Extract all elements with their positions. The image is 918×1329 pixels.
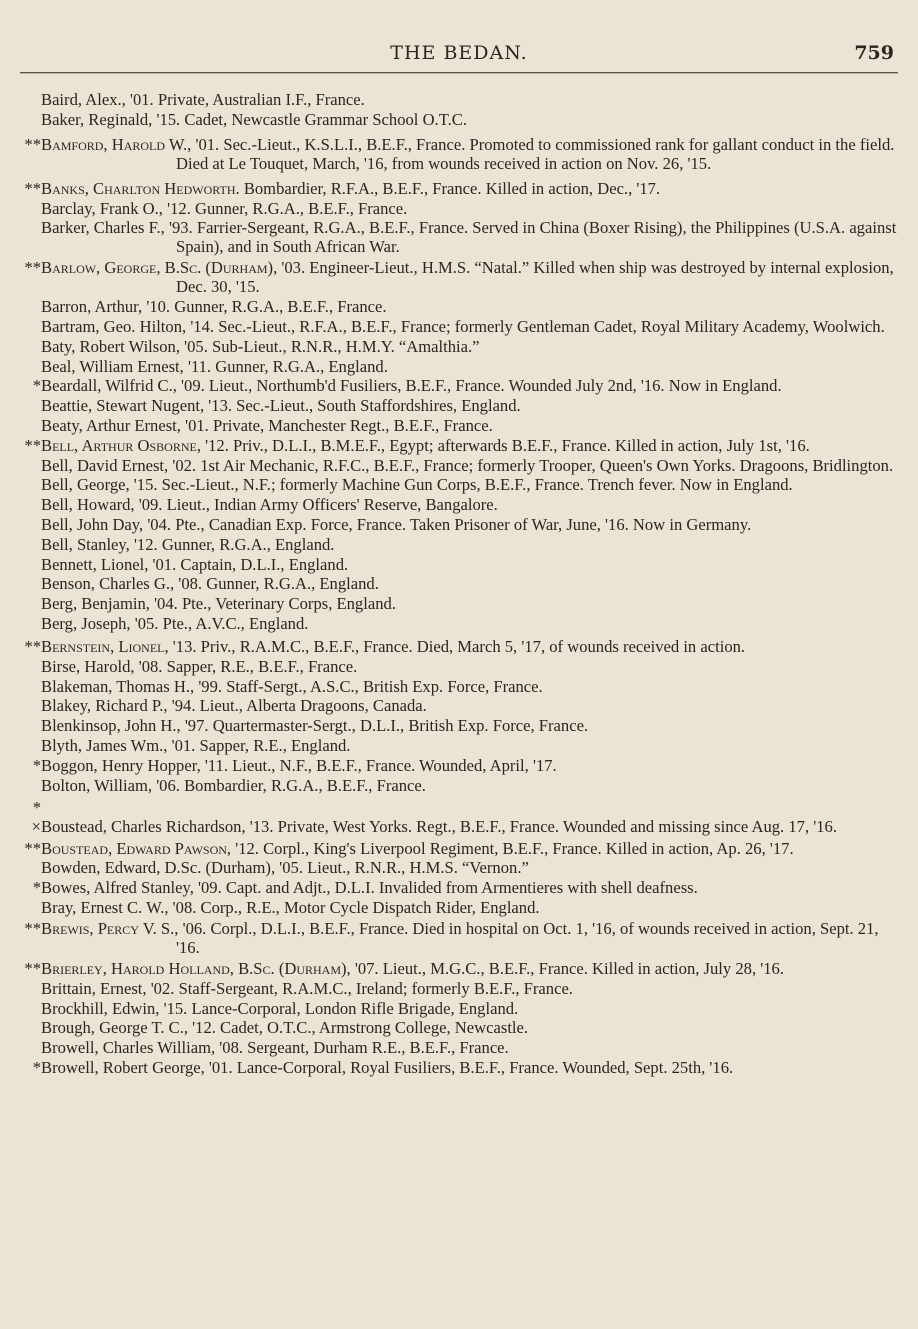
list-item	[16, 798, 898, 836]
entry-name: Blakeman, Thomas H.,	[41, 676, 195, 696]
entry-name: Blakey, Richard P.,	[41, 696, 168, 716]
list-item	[16, 555, 898, 574]
list-item	[16, 416, 898, 435]
list-item	[16, 258, 898, 296]
list-item	[16, 637, 898, 656]
entry-details: '09. Lieut., Northumb'd Fusiliers, B.E.F., France. Wounded July 2nd, '16. Now in England.	[176, 376, 782, 396]
entry-details: '04. Pte., Veterinary Corps, England.	[149, 594, 396, 614]
entry-name: Blyth, James Wm.,	[41, 735, 168, 755]
entry-details: '05. Sub-Lieut., R.N.R., H.M.Y. “Amalthia.”	[180, 336, 480, 356]
entry-name: Barron, Arthur,	[41, 297, 143, 317]
entry-details: '01. Captain, D.L.I., England.	[148, 554, 349, 574]
entry-name: Bowden, Edward, D.Sc. (Durham),	[41, 858, 276, 878]
entry-mark: **	[24, 918, 41, 938]
list-item	[16, 357, 898, 376]
running-title: THE BEDAN.	[390, 42, 528, 64]
list-item	[16, 999, 898, 1018]
list-item	[16, 218, 898, 256]
entry-details: '08. Sergeant, Durham R.E., B.E.F., France.	[215, 1038, 509, 1058]
entry-details: '08. Sapper, R.E., B.E.F., France.	[134, 656, 358, 676]
page-header	[20, 40, 898, 80]
list-item	[16, 317, 898, 336]
entry-details: '12. Corpl., King's Liverpool Regiment, B.E.F., France. Killed in action, Ap. 26, '17.	[231, 838, 794, 858]
entry-details: '13. Private, West Yorks. Regt., B.E.F., France. Wounded and missing since Aug. 17, '16.	[245, 816, 837, 836]
list-item	[16, 959, 898, 978]
entry-details: '09. Lieut., Indian Army Officers' Reserve, Bangalore.	[134, 495, 498, 515]
list-item	[16, 179, 898, 198]
list-item	[16, 696, 898, 715]
entry-name: Bell, Arthur Osborne,	[41, 435, 201, 455]
list-item	[16, 677, 898, 696]
entry-details: '08. Corp., R.E., Motor Cycle Dispatch Rider, England.	[168, 897, 540, 917]
entry-details: '03. Engineer-Lieut., H.M.S. “Natal.” Killed when ship was destroyed by internal explosion, Dec. 30, '15.	[176, 258, 894, 297]
list-item	[16, 90, 898, 109]
entry-details: '12. Gunner, R.G.A., England.	[129, 534, 335, 554]
entry-details: '07. Lieut., M.G.C., B.E.F., France. Killed in action, July 28, '16.	[350, 958, 784, 978]
entry-details: Bombardier, R.F.A., B.E.F., France. Killed in action, Dec., '17.	[239, 178, 661, 198]
entry-name: Baird, Alex.,	[41, 90, 126, 109]
entry-name: Bray, Ernest C. W.,	[41, 897, 169, 917]
entry-details: '94. Lieut., Alberta Dragoons, Canada.	[167, 696, 427, 716]
roll-of-honour-list	[16, 90, 898, 1078]
list-item	[16, 396, 898, 415]
entry-name: Baker, Reginald,	[41, 109, 153, 129]
entry-name: Bowes, Alfred Stanley,	[41, 878, 194, 898]
entry-details: '01. Private, Australian I.F., France.	[125, 90, 365, 109]
entry-name: Benson, Charles G.,	[41, 574, 175, 594]
list-item	[16, 110, 898, 129]
entry-name: Berg, Joseph,	[41, 613, 131, 633]
list-item	[16, 898, 898, 917]
entry-name: Bell, George,	[41, 475, 130, 495]
list-item	[16, 376, 898, 395]
entry-name: Browell, Charles William,	[41, 1038, 216, 1058]
entry-name: Brough, George T. C.,	[41, 1018, 189, 1038]
list-item	[16, 475, 898, 494]
list-item	[16, 878, 898, 897]
entry-name: Berg, Benjamin,	[41, 594, 150, 614]
entry-name: Bamford, Harold W.,	[41, 134, 192, 154]
entry-name: Browell, Robert George,	[41, 1057, 205, 1077]
list-item	[16, 979, 898, 998]
list-item	[16, 776, 898, 795]
entry-details: '15. Sec.-Lieut., N.F.; formerly Machine Gun Corps, B.E.F., France. Trench fever. Now in England.	[129, 475, 793, 495]
entry-details: '13. Priv., R.A.M.C., B.E.F., France. Died, March 5, '17, of wounds received in action.	[168, 636, 746, 656]
entry-name: Barker, Charles F.,	[41, 218, 165, 238]
entry-details: '01. Lance-Corporal, Royal Fusiliers, B.E.F., France. Wounded, Sept. 25th, '16.	[204, 1057, 734, 1077]
entry-details: '12. Priv., D.L.I., B.M.E.F., Egypt; afterwards B.E.F., France. Killed in action, July 1st, '16.	[201, 435, 810, 455]
list-item	[16, 614, 898, 633]
entry-name: Boggon, Henry Hopper,	[41, 755, 201, 775]
list-item	[16, 657, 898, 676]
list-item	[16, 135, 898, 173]
entry-name: Beaty, Arthur Ernest,	[41, 415, 181, 435]
list-item	[16, 574, 898, 593]
entry-name: Bell, David Ernest,	[41, 455, 169, 475]
list-item	[16, 736, 898, 755]
list-item	[16, 594, 898, 613]
entry-mark: **	[24, 258, 41, 278]
entry-details: '12. Gunner, R.G.A., B.E.F., France.	[162, 198, 408, 218]
list-item	[16, 716, 898, 735]
entry-details: '12. Cadet, O.T.C., Armstrong College, Newcastle.	[188, 1018, 529, 1038]
entry-details: '11. Lieut., N.F., B.E.F., France. Wounded, April, '17.	[200, 755, 557, 775]
list-item	[16, 337, 898, 356]
list-item	[16, 919, 898, 957]
entry-mark: *	[32, 878, 41, 898]
entry-mark: *	[32, 755, 41, 775]
entry-details: '08. Gunner, R.G.A., England.	[174, 574, 379, 594]
entry-details: '02. Staff-Sergeant, R.A.M.C., Ireland; formerly B.E.F., France.	[146, 978, 573, 998]
entry-mark: **	[24, 178, 41, 198]
entry-details: '15. Lance-Corporal, London Rifle Brigade, England.	[159, 998, 519, 1018]
header-rule	[20, 72, 898, 73]
entry-name: Brierley, Harold Holland, B.Sc. (Durham),	[41, 958, 351, 978]
entry-mark: *	[32, 1057, 41, 1077]
entry-name: Boustead, Charles Richardson,	[41, 816, 246, 836]
entry-name: Barclay, Frank O.,	[41, 198, 163, 218]
entry-mark: **	[24, 838, 41, 858]
entry-name: Bolton, William,	[41, 775, 153, 795]
entry-details: '99. Staff-Sergt., A.S.C., British Exp. Force, France.	[194, 676, 543, 696]
entry-details: '04. Pte., Canadian Exp. Force, France. Taken Prisoner of War, June, '16. Now in Germany.	[143, 514, 752, 534]
entry-name: Beal, William Ernest,	[41, 356, 184, 376]
entry-details: '97. Quartermaster-Sergt., D.L.I., British Exp. Force, France.	[180, 716, 589, 736]
entry-details: '10. Gunner, R.G.A., B.E.F., France.	[142, 297, 387, 317]
entry-name: Blenkinsop, John H.,	[41, 716, 181, 736]
entry-name: Brewis, Percy V. S.,	[41, 918, 179, 938]
list-item	[16, 1038, 898, 1057]
entry-mark: * ×	[31, 797, 41, 836]
entry-details: '93. Farrier-Sergeant, R.G.A., B.E.F., France. Served in China (Boxer Rising), the Philippines (U.S.A. against Spain), and in South African War.	[164, 218, 897, 257]
entry-details: '05. Pte., A.V.C., England.	[130, 613, 309, 633]
list-item	[16, 515, 898, 534]
entry-mark: **	[24, 958, 41, 978]
entry-name: Bartram, Geo. Hilton,	[41, 316, 187, 336]
list-item	[16, 297, 898, 316]
entry-name: Bernstein, Lionel,	[41, 636, 169, 656]
entry-mark: *	[32, 376, 41, 396]
list-item	[16, 436, 898, 455]
entry-mark: **	[24, 134, 41, 154]
entry-details: '06. Corpl., D.L.I., B.E.F., France. Died in hospital on Oct. 1, '16, of wounds received in action, Sept. 21, '16.	[176, 918, 879, 957]
list-item	[16, 756, 898, 775]
entry-mark: **	[24, 636, 41, 656]
list-item	[16, 535, 898, 554]
list-item	[16, 199, 898, 218]
list-item	[16, 1018, 898, 1037]
entry-name: Birse, Harold,	[41, 656, 135, 676]
list-item	[16, 1058, 898, 1077]
entry-details: '01. Private, Manchester Regt., B.E.F., France.	[180, 415, 493, 435]
entry-name: Beardall, Wilfrid C.,	[41, 376, 177, 396]
entry-details: '06. Bombardier, R.G.A., B.E.F., France.	[152, 775, 426, 795]
list-item	[16, 456, 898, 475]
entry-details: '01. Sec.-Lieut., K.S.L.I., B.E.F., France. Promoted to commissioned rank for gallant conduct in the field. Died at Le Touquet, March, '16, from wounds received in action on Nov. 26, '15.	[176, 134, 895, 173]
list-item	[16, 858, 898, 877]
entry-name: Beattie, Stewart Nugent,	[41, 396, 205, 416]
entry-details: '02. 1st Air Mechanic, R.F.C., B.E.F., France; formerly Trooper, Queen's Own Yorks. Dragoons, Bridlington.	[168, 455, 894, 475]
entry-name: Brockhill, Edwin,	[41, 998, 160, 1018]
entry-name: Bennett, Lionel,	[41, 554, 149, 574]
entry-name: Boustead, Edward Pawson,	[41, 838, 232, 858]
entry-name: Bell, Stanley,	[41, 534, 130, 554]
page-number: 759	[854, 42, 894, 64]
entry-details: '05. Lieut., R.N.R., H.M.S. “Vernon.”	[275, 858, 529, 878]
entry-details: '01. Sapper, R.E., England.	[167, 735, 351, 755]
list-item	[16, 839, 898, 858]
entry-name: Banks, Charlton Hedworth.	[41, 178, 240, 198]
entry-details: '15. Cadet, Newcastle Grammar School O.T.C.	[152, 109, 467, 129]
list-item	[16, 495, 898, 514]
entry-name: Barlow, George, B.Sc. (Durham),	[41, 258, 278, 278]
entry-details: '09. Capt. and Adjt., D.L.I. Invalided from Armentieres with shell deafness.	[193, 878, 698, 898]
entry-name: Bell, Howard,	[41, 495, 135, 515]
entry-details: '11. Gunner, R.G.A., England.	[183, 356, 388, 376]
entry-name: Bell, John Day,	[41, 514, 144, 534]
entry-name: Baty, Robert Wilson,	[41, 336, 180, 356]
entry-details: '14. Sec.-Lieut., R.F.A., B.E.F., France; formerly Gentleman Cadet, Royal Military Academy, Woolwich.	[186, 316, 885, 336]
entry-mark: **	[24, 435, 41, 455]
entry-details: '13. Sec.-Lieut., South Staffordshires, England.	[204, 396, 521, 416]
entry-name: Brittain, Ernest,	[41, 978, 147, 998]
